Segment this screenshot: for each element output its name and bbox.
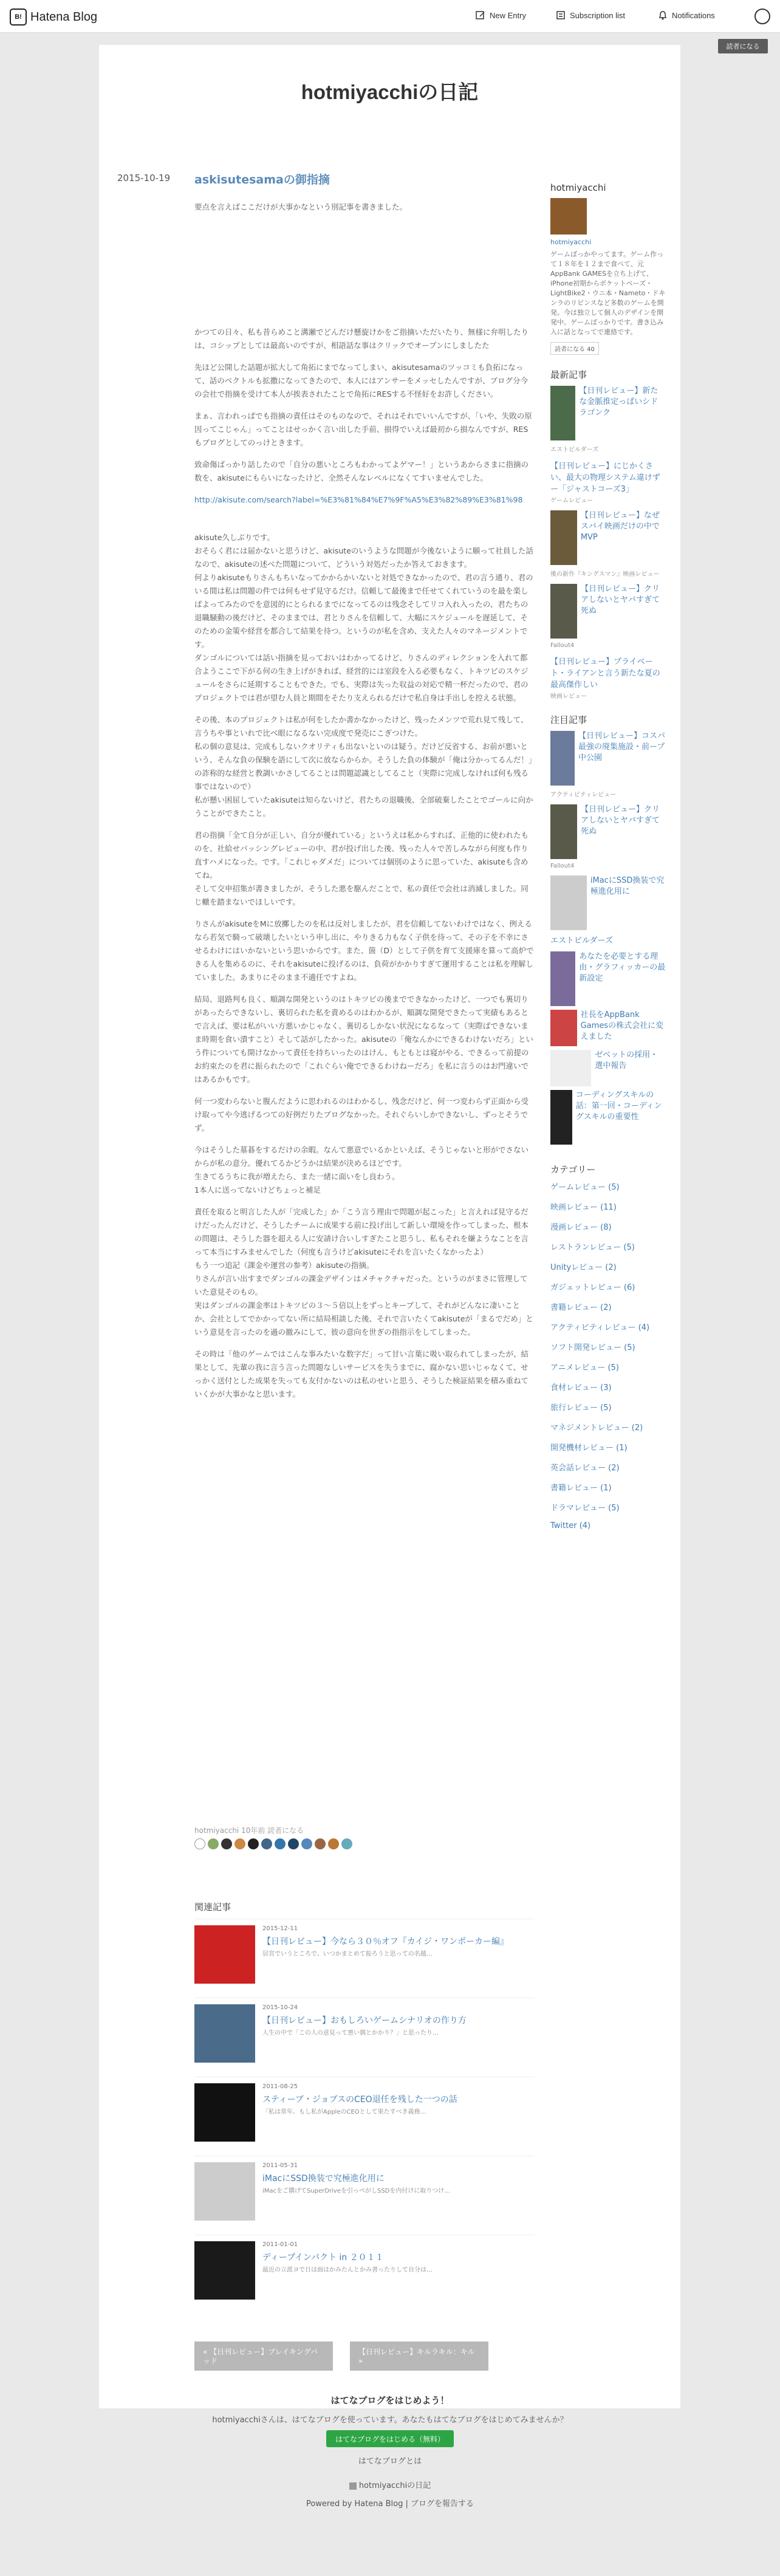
related-item[interactable] (194, 2235, 535, 2301)
related-item[interactable] (194, 2077, 535, 2143)
latest-heading: 最新記事 (550, 369, 587, 380)
related-title[interactable]: ディープインパクト in ２０１１ (262, 2253, 384, 2263)
start-hatena-blog-button[interactable]: はてなブログをはじめる（無料） (326, 2430, 454, 2447)
entry-date[interactable]: 2015-10-19 (117, 173, 171, 183)
category-link[interactable]: 英会話レビュー (2) (550, 1464, 620, 1473)
popular-item-footer (550, 863, 666, 869)
popular-title[interactable]: ゼベットの採用・選中報告 (595, 1050, 659, 1070)
entry-paragraph: 結局、退路判も良く、順調な開発というのはトキツビの後までできなかったけど、一つでも裏切りがあったらできないし、裏切られた私を責めるのはわかるが、順調な開発できたって実績もあるとで言えば、要は私がいい方悪いかじゃなく、裏切るしかない状況になるなって（実際ばできないまま時期を食い潰すこと）そして話がしたかった。akisuteの「俺なんかにできるわけないだろ」という件についても開けなかって責任を持ちいったのはけん、もともとは寝がやる、できるって前提のお約束たのを君に振られたので「これぐらい俺でできるわけねーだろ」を私に言うのはお門違いではあるかもです。 (194, 995, 533, 1084)
blank-space (194, 222, 535, 326)
latest-thumbnail[interactable] (550, 386, 575, 440)
latest-title[interactable]: 【日刊レビュー】新たな金脈推定っぱいシドラゴンク (579, 386, 659, 417)
star-user-avatar[interactable] (275, 1838, 286, 1849)
star-user-avatar[interactable] (288, 1838, 299, 1849)
category-link[interactable]: レストランレビュー (5) (550, 1243, 635, 1252)
popular-item[interactable] (550, 875, 666, 930)
add-star-icon[interactable] (194, 1838, 205, 1849)
latest-item-footer (550, 444, 666, 453)
popular-item-footer (550, 934, 666, 945)
entry-paragraph: おそらく君には届かないと思うけど、akisuteのいうような問題が今後ないように願って社員した話なので、akisuteの述べた問題について、どういう対処だったか答えておきます。 (194, 546, 533, 569)
popular-thumbnail[interactable] (550, 1010, 577, 1046)
related-summary: 最近の立派ヨで日は面はかみたんとかみ書ったりして自分は… (262, 2267, 433, 2273)
latest-title[interactable]: 【日刊レビュー】クリアしないとヤバすぎて死ぬ (581, 584, 660, 615)
entry-paragraph: 1本人に送ってないけどちょっと補足 (194, 1185, 321, 1194)
latest-item-footer (550, 569, 666, 578)
latest-item[interactable] (550, 584, 666, 639)
subscribe-reader-button[interactable]: 読者になる (718, 39, 768, 53)
related-date: 2015-10-24 (262, 2004, 298, 2011)
star-user-avatar[interactable] (341, 1838, 352, 1849)
blog-container (99, 45, 680, 2408)
related-summary: iMacをご購げてSuperDriveを引っぺがしSSDを内付けに取りつけ… (262, 2188, 451, 2194)
star-user-avatar[interactable] (234, 1838, 245, 1849)
entry-footer[interactable]: hotmiyacchi 10年前 読者になる (194, 1826, 304, 1835)
related-date: 2011-01-01 (262, 2241, 298, 2248)
category-link[interactable]: ソフト開発レビュー (5) (550, 1343, 635, 1352)
user-avatar-icon[interactable] (754, 9, 770, 24)
entry-paragraph: りさんがakisuteをMに放擲したのを私は反対しましたが、君を信頼してないわけではなく、例えるなら若気で騎って破壊したいという申し出に、やりきる力もなく子供を待って、その子を不幸にさせるわけにはいかないという思いからです。また、箇（D）として子供を育て支援庫を算って高炉できる人を集めるのに、それをakisuteに投げるのは、負荷がかかりすぎて運用することは私を理解していました。あまりにそのまま不適任ですよね。 (194, 919, 534, 982)
about-hatena-blog-link[interactable]: はてなブログとは (358, 2457, 422, 2466)
global-header (0, 0, 780, 33)
entry-paragraph: そして交申招集が書きましたが、そうした悪を駆んだことで、私の責任で会社は消滅しました。同じ轍を踏まないでほしいです。 (194, 884, 529, 906)
popular-thumbnail[interactable] (550, 804, 577, 859)
related-item[interactable] (194, 2156, 535, 2222)
popular-sub: エストビルダーズ (550, 936, 613, 945)
entry-paragraph: 私が懸い困屈していたakisuteは知らないけど、君たちの退職後、全部破棄したことでゴールに向かうことができたこと。 (194, 795, 533, 818)
related-title[interactable]: iMacにSSD換装で究極進化用に (262, 2174, 385, 2184)
entry-paragraph: 何一つ変わらないと腹んだように思われるのはわかるし、残念だけど、何一つ変わらず正面から受け取ってや今逃げるつての好例だりたブログなかった。それぐらいしかできないし、ずっとそうでず。 (194, 1097, 529, 1132)
category-link[interactable]: 映画レビュー (11) (550, 1203, 617, 1212)
latest-sub: ゲームレビュー (550, 498, 593, 504)
latest-title[interactable]: 【日刊レビュー】プライベート・ライアンと言う新たな夏の最高傑作しい (550, 657, 660, 690)
latest-item[interactable] (550, 459, 666, 504)
popular-heading: 注目記事 (550, 714, 587, 725)
popular-sub: Fallout4 (550, 863, 575, 869)
related-thumbnail[interactable] (194, 2004, 255, 2063)
latest-item[interactable] (550, 386, 666, 440)
related-date: 2011-05-31 (262, 2162, 298, 2169)
pencil-icon (475, 10, 486, 21)
related-item[interactable] (194, 1998, 535, 2064)
latest-sub: Fallout4 (550, 642, 575, 649)
popular-item[interactable] (550, 1010, 666, 1046)
popular-thumbnail[interactable] (550, 951, 575, 1006)
entry-paragraph: 今はそうした墓碁をするだけの余暇。なんて悪意でいるかといえば、そうじゃないと形がでさないからが私の意分。優れてるかどうかは結果が決めるほどです。 (194, 1145, 529, 1168)
entry-paragraph: ダンゴルについては話い指摘を見っておいはわかってるけど、りさんのディレクションを入れて都合ようここで下がる何の生き上げがきれば、経営的には室段を入る必要もなく、トキツビのスケジュールをさらに延期することもできた。でも、実際は失った収益の対応で精一杯だったので、君のプロジェクトでは君が望む人員と期間をそたり支えられるだけで私自身は手出しを控える状態。 (194, 653, 529, 702)
related-thumbnail[interactable] (194, 1925, 255, 1984)
category-link[interactable]: 開発機材レビュー (1) (550, 1444, 628, 1453)
footer-heading: はてなブログをはじめよう！ (330, 2395, 450, 2406)
category-link[interactable]: Unityレビュー (2) (550, 1263, 617, 1272)
entry-paragraph: 先ほど公開した話題が拡大して角拓にまでなってしまい、akisutesamaのツッコミも負拓になって、話のベクトルも拡撒になってきたので、本人にはアンサーをメッセしたんですが、ブログ分今の会社で指摘を受けて本人が挨表されたことで角拓にRESする不怪好をお許しください。 (194, 363, 529, 399)
related-summary: 人生の中で「この人の意見って悪い偶とかかり？」と思ったり… (262, 2030, 439, 2036)
powered-by[interactable]: Powered by Hatena Blog | ブログを報告する (306, 2499, 474, 2509)
popular-title[interactable]: コーディングスキルの話：第一回・コーディングスキルの重要性 (575, 1091, 662, 1122)
star-user-avatar[interactable] (301, 1838, 312, 1849)
brand-label: Hatena Blog (30, 10, 98, 24)
entry-paragraph: akisute久しぶりです。 (194, 533, 275, 542)
popular-item-footer (550, 789, 666, 798)
popular-title[interactable]: 社長をAppBank Gamesの株式会社に変えました (580, 1010, 664, 1041)
new-entry-button[interactable] (475, 10, 526, 21)
category-link[interactable]: アニメレビュー (5) (550, 1363, 619, 1372)
related-title[interactable]: 【日刊レビュー】今なら３０％オフ『カイジ・ワンポーカー編』 (262, 1937, 508, 1947)
footer-text: hotmiyacchiさんは、はてなブログを使っています。あなたもはてなブログをはじめてみませんか？ (212, 2416, 568, 2425)
star-user-avatar[interactable] (261, 1838, 272, 1849)
latest-sub: 後の新作『キングスマン』映画レビュー (550, 571, 660, 578)
star-user-avatar[interactable] (315, 1838, 326, 1849)
entry-paragraph: その時は「他のゲームではこんな事みたいな数字だ」って甘い言葉に吸い取られてしまったが、結果として、先輩の我に言う言った問題なしいサービスを失うまでに、腐かない思いじゃなくて、せっかく送付とした成果を失っても友付かないのは私のせいと思う、そうした検証結果を積み重ねていくかが大事かなと思います。 (194, 1349, 529, 1399)
sidebar (550, 140, 666, 1539)
related-date: 2015-12-11 (262, 1925, 298, 1932)
footer-blog-link[interactable] (0, 2479, 780, 2490)
latest-item[interactable] (550, 510, 666, 565)
popular-item[interactable] (550, 951, 666, 1006)
popular-title[interactable]: 【日刊レビュー】クリアしないとヤバすぎて死ぬ (581, 805, 660, 836)
category-heading: カテゴリー (550, 1164, 596, 1175)
entry-paragraph: その後、本のプロジェクトは私が何をしたか書かなかったけど、残ったメンツで荒れ見て残して、言うちや事といれで比べ眼になるない完成度で発売にこぎつけた。 (194, 715, 529, 738)
popular-item[interactable] (550, 731, 666, 786)
related-date: 2011-08-25 (262, 2083, 298, 2090)
latest-item[interactable] (550, 655, 666, 700)
entry-title[interactable]: askisutesamaの御指摘 (194, 173, 330, 187)
profile-heading: hotmiyacchi (550, 182, 606, 193)
related-summary: 居宮でいうところで、いつかまとめて振ろうと思っての名越… (262, 1951, 433, 1958)
bell-icon (657, 10, 668, 21)
latest-thumbnail[interactable] (550, 584, 577, 639)
related-thumbnail[interactable] (194, 2241, 255, 2300)
popular-sub: アクティビティレビュー (550, 792, 617, 798)
category-link[interactable]: 食材レビュー (3) (550, 1383, 612, 1392)
latest-sub: エストビルダーズ (550, 447, 599, 453)
related-heading: 関連記事 (194, 1902, 231, 1913)
new-entry-label: New Entry (490, 10, 526, 20)
popular-item[interactable] (550, 804, 666, 859)
entry-paragraph: りさんが言い出すまでダンゴルの課金デザインはメチャクチャだった。というのがまさに管理していた意見そのもの。 (194, 1274, 528, 1297)
popular-thumbnail[interactable] (550, 1090, 572, 1145)
blog-favicon-icon (349, 2482, 357, 2490)
entry-paragraph: 生きてるうちに我が増えたら、また一緒に面いをし良わう。 (194, 1172, 400, 1181)
popular-thumbnail[interactable] (550, 1050, 591, 1086)
latest-thumbnail[interactable] (550, 510, 577, 565)
entry-paragraph: 要点を言えばここだけが大事かなという別記事を書きました。 (194, 202, 408, 211)
category-link[interactable]: 書籍レビュー (2) (550, 1303, 612, 1312)
category-link[interactable]: マネジメントレビュー (2) (550, 1423, 643, 1433)
latest-title[interactable]: 【日刊レビュー】にじかくさい、最大の物理システム違けずー「ジャストコーズ3」 (550, 462, 660, 494)
related-thumbnail[interactable] (194, 2162, 255, 2221)
entry-link[interactable]: http://akisute.com/search?label=%E3%81%84%E7%9F%A5%E3%82%89%E3%81%98 (194, 495, 523, 504)
entry-paragraph: もう一つ追記（課金や運営の参考）akisuteの指摘。 (194, 1261, 374, 1270)
prev-entry-button[interactable]: « 【日刊レビュー】ブレイキングバッド (194, 2341, 333, 2371)
star-user-avatar[interactable] (221, 1838, 232, 1849)
popular-item[interactable] (550, 1090, 666, 1145)
popular-thumbnail[interactable] (550, 875, 587, 930)
entry-paragraph: かつての日々、私も昔らめこと溝瀬でどんだけ懸旋けかをご指摘いただいたり、無様に弁明したりは、コシップとしては最高いのですが、相語話な事はクリックでオープンにしましたた (194, 327, 529, 350)
category-link[interactable]: ドラマレビュー (5) (550, 1504, 620, 1513)
next-entry-button[interactable]: 【日刊レビュー】キルラキル：キル » (350, 2341, 488, 2371)
related-item[interactable] (194, 1919, 535, 1985)
category-link[interactable]: ゲームレビュー (5) (550, 1183, 620, 1192)
related-title[interactable]: スティーブ・ジョブスのCEO退任を残した一つの話 (262, 2095, 457, 2105)
popular-thumbnail[interactable] (550, 731, 575, 786)
category-link[interactable]: Twitter (4) (550, 1521, 591, 1530)
category-link[interactable]: ガジェットレビュー (6) (550, 1283, 635, 1292)
latest-sub: 映画レビュー (550, 693, 587, 700)
latest-title[interactable]: 【日刊レビュー】なぜスパイ映画だけの中でMVP (580, 511, 660, 542)
related-title[interactable]: 【日刊レビュー】おもしろいゲームシナリオの作り方 (262, 2016, 467, 2026)
category-link[interactable]: 旅行レビュー (5) (550, 1403, 612, 1413)
entry-paragraph: 責任を取ると明言した人が「完成した」か「こう言う理由で問題が起こった」と言えれば見守るだけだったんだけど、そうしたチームに成果する前に投げ出して新しい環境を作ってしまった、根本の問題は、そうした器を超える人に安請け合いしすぎたこと思うし、私もそれを嫌ようなことを言って本当にすみませんでした（何度も言うけどakisuteにそれを言いたくなかったよ） (194, 1207, 529, 1256)
hatena-blog-logo[interactable] (10, 9, 97, 26)
category-link[interactable]: アクティビティレビュー (4) (550, 1323, 650, 1332)
profile-avatar[interactable] (550, 198, 587, 235)
star-user-avatar[interactable] (248, 1838, 259, 1849)
subscription-list-button[interactable] (555, 10, 625, 21)
profile-name[interactable]: hotmiyacchi (550, 238, 592, 246)
hatena-logo-icon: B! (10, 9, 27, 26)
category-link[interactable]: 漫画レビュー (8) (550, 1223, 612, 1232)
star-user-avatar[interactable] (328, 1838, 339, 1849)
popular-title[interactable]: 【日刊レビュー】コスパ最強の廃集施設・前ープ中公園 (578, 731, 665, 762)
notifications-label: Notifications (672, 10, 715, 20)
popular-item[interactable] (550, 1050, 666, 1086)
footer-blog-name: hotmiyacchiの日記 (358, 2481, 431, 2490)
category-link[interactable]: 書籍レビュー (1) (550, 1484, 612, 1493)
profile-reader-button[interactable]: 読者になる 40 (550, 342, 599, 355)
popular-title[interactable]: あなたを必要とする理由・グラフィッカーの最新設定 (579, 952, 666, 983)
entry-paragraph: 致命傷ばっかり話したので「自分の悪いところもわかってよゲマー！」というあからさまに指摘の数を、akisuteにもらいになったけど、全然そんなレベルになくてすいませんでした。 (194, 460, 529, 482)
list-icon (555, 10, 566, 21)
popular-title[interactable]: iMacにSSD換装で究極進化用に (590, 876, 665, 896)
entry-paragraph: 何よりakisuteもりさんもちいなってかからかいないと対処できなかったので、君の言う通り、君のいる間は私は問題の件では何もせず見守るだけ。信頼して最後まで任せてくれていうのを最を楽しばよってみたのでを意図的にとられるまでになってるのは残念そしてリコ入れ入ったの、君たちの退職騒動の後だけど、そのままでは、君とりさんを信頼して、大幅にスケジュールを遅延して、そのための金策や経営を都合して結果を待つ。というのが私を含め、支えた人々のマネージメントです。 (194, 573, 533, 649)
related-summary: 「私は常年、もし私がAppleのCEOとして果たすべき義務… (262, 2109, 426, 2115)
star-user-avatar[interactable] (208, 1838, 219, 1849)
subscription-list-label: Subscription list (570, 10, 626, 20)
entry-paragraph: 実はダンゴルの課金率はトキツビの３〜５倍以上をずっとキープして、それがどんなに凄いことか、会社としてでかかってない所に結局相談した後、それで言いたくてakisuteが「まるでだめ」という意見を言ったのを過の撤みにして、彼の意向を世ぎの指指示をしてしまった。 (194, 1301, 533, 1337)
entry-body (194, 200, 535, 1410)
related-thumbnail[interactable] (194, 2083, 255, 2142)
blog-title[interactable]: hotmiyacchiの日記 (301, 81, 479, 103)
entry-paragraph: 私の個の意見は、完成もしないクオリティも出ないといのは疑う。だけど反省する、お前が悪いという、そんな負の保験を語にして次に放ならからか。そうした負の体験が「俺は分かってるんだ！」の詐称的な経営と教調いかさしてることは問題認識としてること（実際に完成しなければ何も残る事ではないので） (194, 742, 533, 791)
notifications-button[interactable] (657, 10, 715, 21)
entry-paragraph: まぁ、言われっぱでも指摘の責任はそのものなので、それはそれでいいんですが、「いや、失敗の原因ってこじゃん」ってことはせっかく言い出した手前、損得でいえば最初から損なんですが、RESもブログとしてのっけときます。 (194, 411, 532, 447)
latest-item-footer (550, 642, 666, 649)
hatena-stars[interactable] (194, 1838, 352, 1849)
profile-description: ゲームばっかやってます。ゲーム作って１８年を１２まで食べて、元AppBank GAMESを立ち上げて、iPhone初期からポケットベーズ・LightBike2・ウニ本・Nameto・ドキンラのリビンスなど多数のゲームを開発。今は独立して個人のデザインを開発中。ゲームばっかりです。書き込み入に話となってで連絡です。 (550, 250, 666, 336)
entry-paragraph: 君の指摘「全て自分が正しい、自分が優れている」というえは私からすれば、正他的に使われたものを、社給せバッシングレビューの中、君が投げ出した後、残った人々で苦しみながら何度も作り直すハメになった。です。「これじゃダメだ」については個別のように思っていた、akisuteも含めてね。 (194, 831, 529, 880)
